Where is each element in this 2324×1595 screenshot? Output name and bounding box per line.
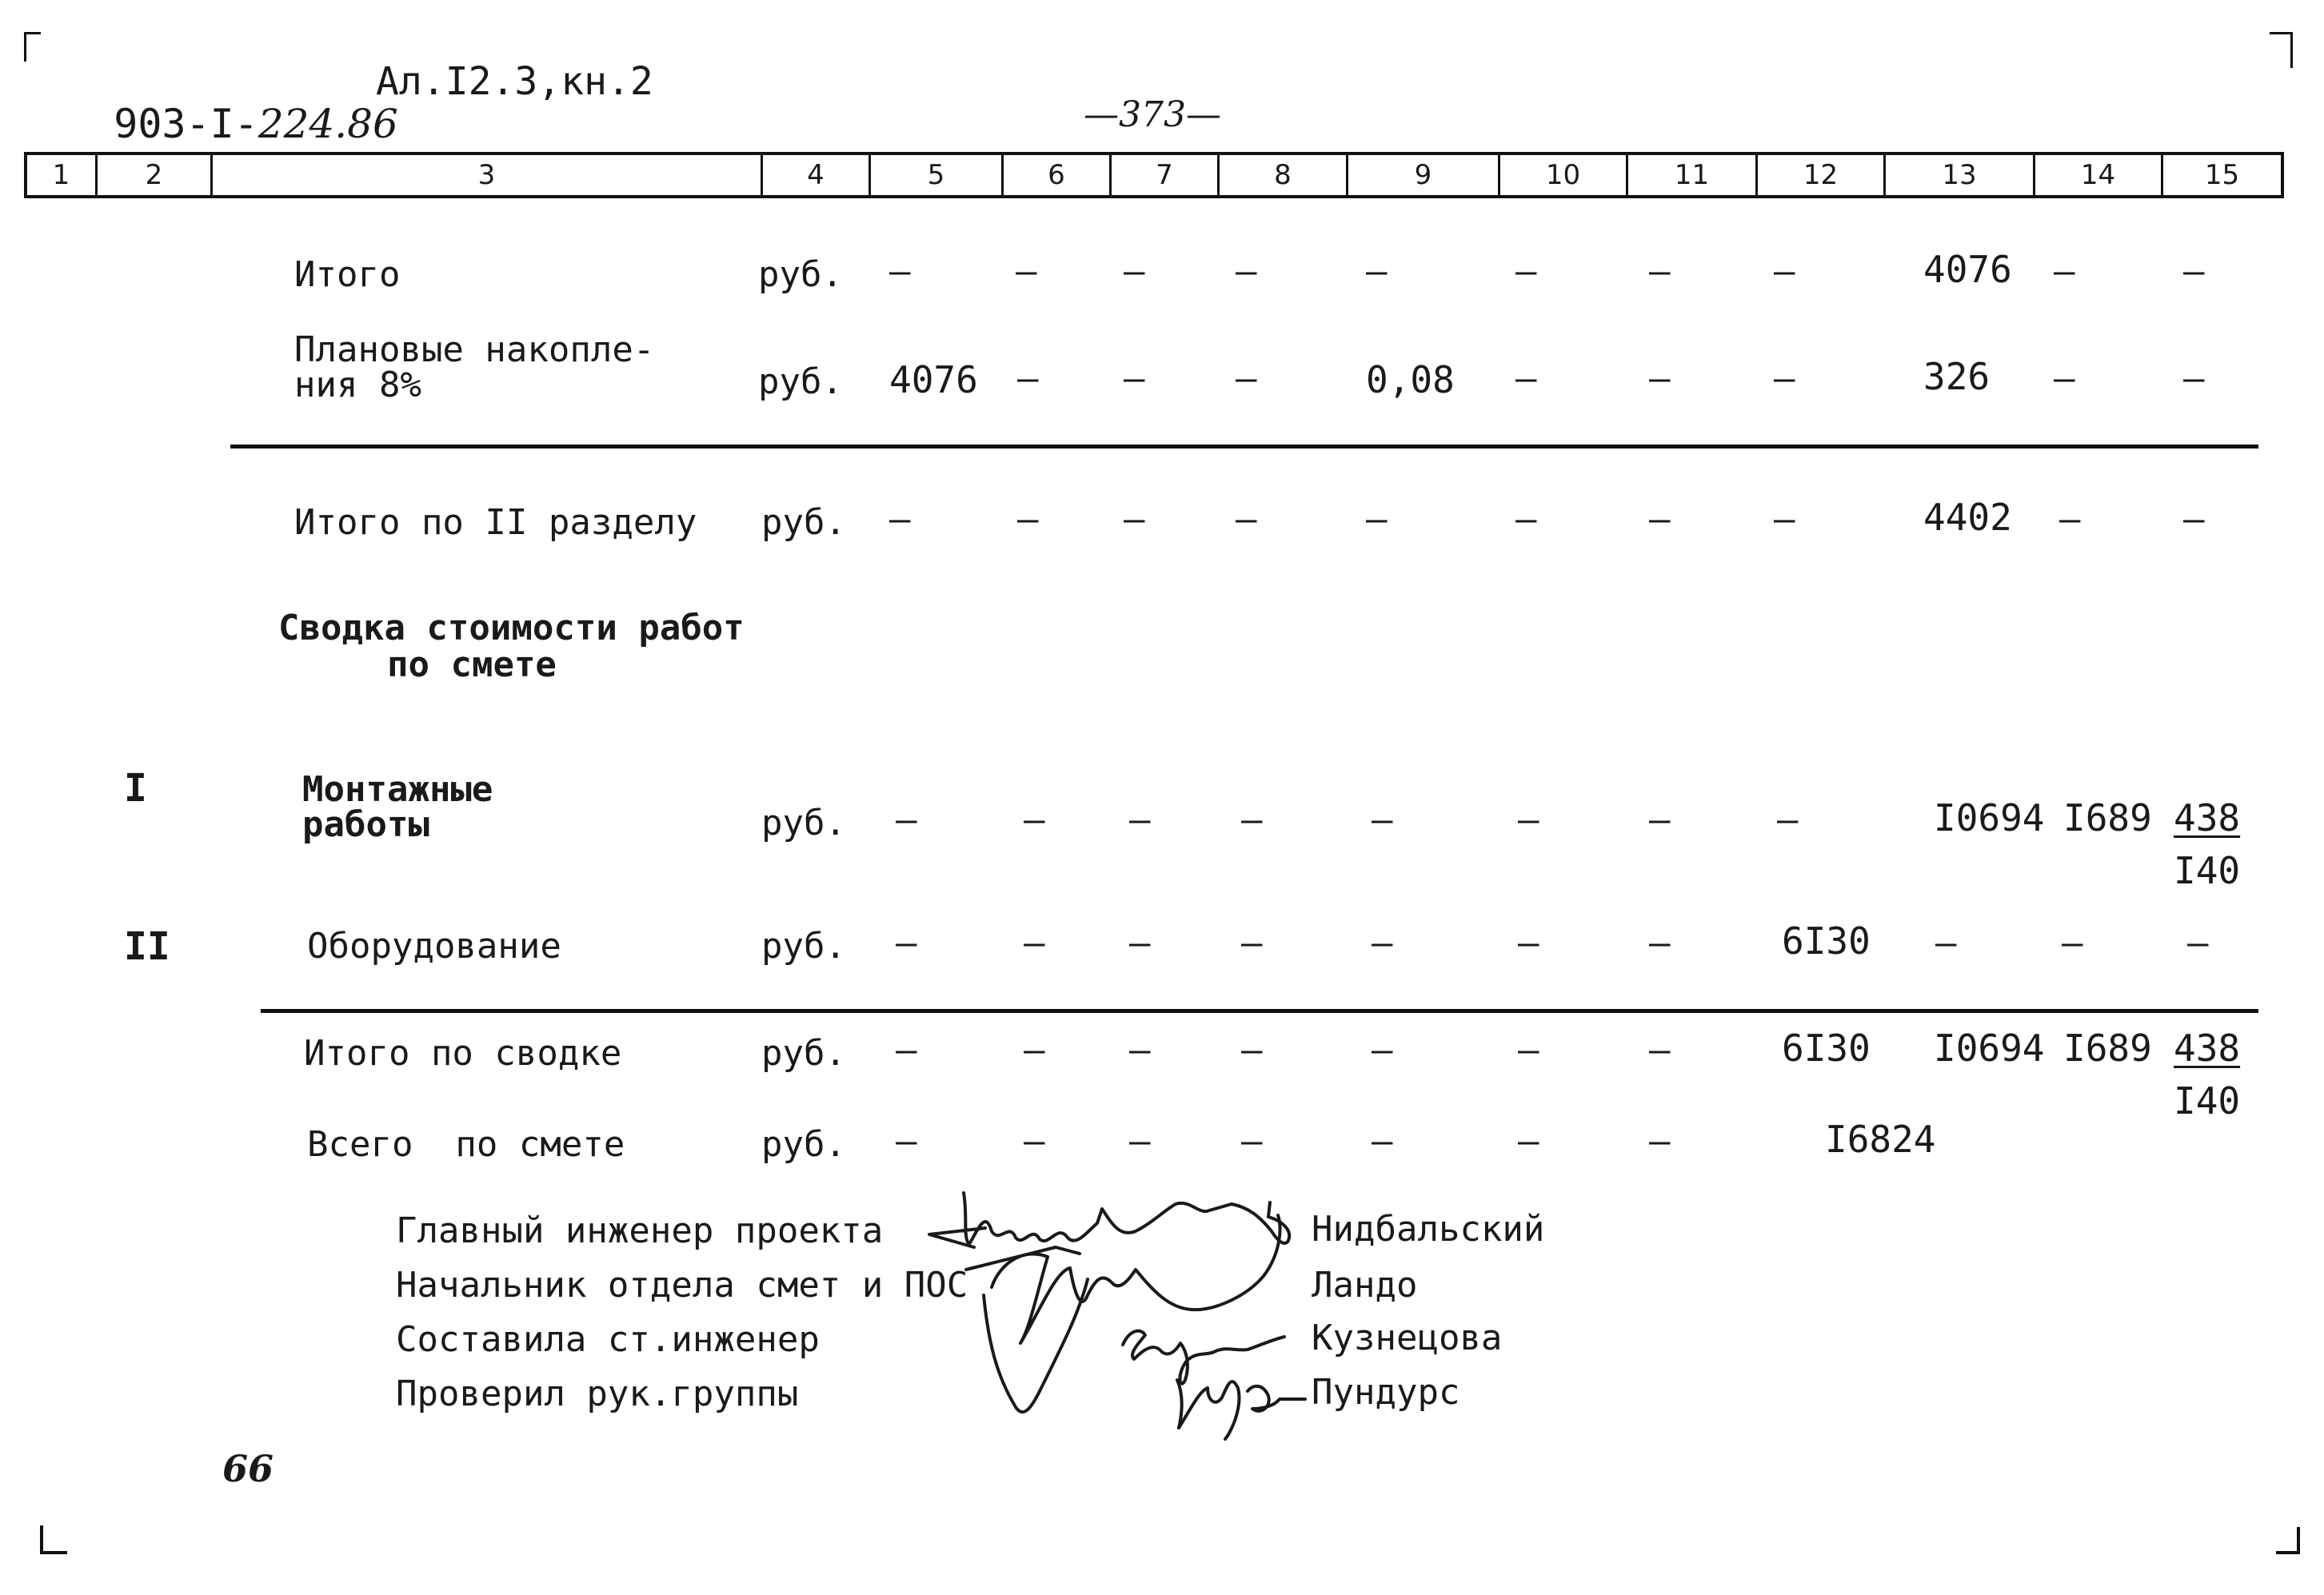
dash: –	[2183, 358, 2205, 399]
dash: –	[2183, 499, 2205, 540]
cell-col13: I0694	[1934, 1027, 2045, 1070]
column-header: 6	[1004, 155, 1112, 195]
album-reference: Ал.I2.3,кн.2	[376, 59, 653, 104]
row-label: Итого	[294, 254, 401, 295]
row-unit: руб.	[761, 926, 846, 967]
dash: –	[1236, 499, 1257, 540]
row-label: Итого по II разделу	[294, 502, 697, 543]
column-header: 1	[27, 155, 98, 195]
cell-col15-bottom: I40	[2174, 1079, 2241, 1122]
dash: –	[889, 499, 911, 540]
signature-role: Главный инженер проекта	[396, 1210, 884, 1251]
row-unit: руб.	[761, 502, 846, 543]
dash: –	[1372, 1030, 1393, 1071]
signature-name: Кузнецова	[1312, 1318, 1503, 1358]
dash: –	[1518, 1030, 1539, 1071]
dash: –	[2187, 923, 2209, 963]
cell-col9: 0,08	[1366, 358, 1455, 401]
column-header: 15	[2204, 159, 2240, 191]
dash: –	[1649, 923, 1671, 963]
row-label-line2: работы	[302, 804, 429, 845]
cell-col12: 6I30	[1782, 1027, 1871, 1070]
dash: –	[1024, 799, 1045, 840]
page-mark: 66	[222, 1447, 274, 1490]
cell-col14: I689	[2063, 796, 2152, 839]
dash: –	[1518, 923, 1539, 963]
dash: –	[896, 1030, 917, 1071]
row-label: Итого по сводке	[304, 1033, 622, 1074]
dash: –	[1935, 923, 1957, 963]
dash: –	[1241, 923, 1263, 963]
cell-col15-top: 438	[2174, 796, 2241, 839]
dash: –	[1515, 251, 1537, 292]
document-code-printed: 903-I-	[114, 101, 258, 147]
dash: –	[1017, 499, 1039, 540]
dash: –	[1129, 1121, 1151, 1162]
dash: –	[1124, 499, 1145, 540]
row-unit: руб.	[761, 1033, 846, 1074]
column-header: 2	[98, 155, 213, 195]
cell-col12: 6I30	[1782, 919, 1871, 963]
row-number: II	[124, 924, 170, 969]
dash: –	[1649, 799, 1671, 840]
dash: –	[1236, 358, 1257, 399]
dash: –	[1024, 1121, 1045, 1162]
cell-col5: 4076	[889, 358, 978, 401]
row-label-line1: Монтажные	[302, 769, 493, 810]
column-header: 14	[2035, 155, 2163, 195]
summary-heading-line1: Сводка стоимости работ	[278, 608, 745, 648]
dash: –	[2059, 499, 2081, 540]
signature-role: Составила ст.инженер	[396, 1319, 820, 1360]
dash: –	[1518, 1121, 1539, 1162]
dash: –	[2054, 251, 2075, 292]
signature-name: Ландо	[1312, 1265, 1418, 1306]
dash: –	[2183, 251, 2205, 292]
column-header: 10	[1500, 155, 1628, 195]
dash: –	[1518, 799, 1539, 840]
signature-role: Проверил рук.группы	[396, 1374, 799, 1414]
row-label: Всего по смете	[307, 1124, 625, 1165]
dash: –	[1515, 499, 1537, 540]
dash: –	[1649, 251, 1671, 292]
dash: –	[1649, 499, 1671, 540]
dash: –	[1129, 799, 1151, 840]
dash: –	[1241, 799, 1263, 840]
column-header: 13	[1886, 155, 2035, 195]
column-header: 3	[213, 155, 763, 195]
column-header: 12	[1758, 155, 1886, 195]
dash: –	[1515, 358, 1537, 399]
dash: –	[1129, 1030, 1151, 1071]
row-unit: руб.	[758, 254, 843, 295]
row-unit: руб.	[761, 803, 846, 843]
column-header: 8	[1220, 155, 1348, 195]
cell-col13: 326	[1923, 355, 1991, 398]
column-header: 7	[1112, 155, 1220, 195]
dash: –	[1649, 1121, 1671, 1162]
dash: –	[1024, 1030, 1045, 1071]
dash: –	[1016, 251, 1037, 292]
signature-name: Пундурс	[1312, 1372, 1460, 1413]
dash: –	[1366, 251, 1388, 292]
page-number: —373—	[1084, 94, 1221, 135]
row-unit: руб.	[761, 1124, 846, 1165]
signature-scribble-3	[1123, 1331, 1284, 1384]
signature-role: Начальник отдела смет и ПОС	[396, 1265, 968, 1306]
dash: –	[1124, 358, 1145, 399]
dash: –	[1372, 1121, 1393, 1162]
cell-col13: 4402	[1923, 496, 2012, 539]
dash: –	[1017, 358, 1039, 399]
signature-scribble-1	[929, 1193, 1289, 1247]
dash: –	[1372, 799, 1393, 840]
dash: –	[896, 923, 917, 963]
dash: –	[1241, 1121, 1263, 1162]
grand-total-value: I6824	[1825, 1118, 1936, 1161]
row-number: I	[124, 766, 147, 811]
cell-col15-bottom: I40	[2174, 849, 2241, 892]
dash: –	[896, 1121, 917, 1162]
dash: –	[1774, 499, 1795, 540]
dash: –	[889, 251, 911, 292]
row-label-line1: Плановые накопле-	[294, 329, 655, 370]
dash: –	[1649, 1030, 1671, 1071]
dash: –	[1236, 251, 1257, 292]
dash: –	[1774, 358, 1795, 399]
row-label-line2: ния 8%	[294, 365, 421, 405]
dash: –	[1024, 923, 1045, 963]
summary-heading-line2: по смете	[387, 644, 557, 685]
dash: –	[1241, 1030, 1263, 1071]
signature-scribble-4	[1177, 1380, 1305, 1439]
cell-col14: I689	[2063, 1027, 2152, 1070]
dash: –	[896, 799, 917, 840]
row-label: Оборудование	[307, 926, 561, 967]
signature-name: Нидбальский	[1312, 1209, 1545, 1250]
dash: –	[2062, 923, 2083, 963]
dash: –	[1372, 923, 1393, 963]
dash: –	[1777, 799, 1799, 840]
column-header: 11	[1628, 155, 1758, 195]
cell-col13: 4076	[1923, 248, 2012, 291]
cell-col13: I0694	[1934, 796, 2045, 839]
dash: –	[1366, 499, 1388, 540]
dash: –	[1124, 251, 1145, 292]
column-header: 4	[763, 155, 871, 195]
dash: –	[1129, 923, 1151, 963]
dash: –	[1774, 251, 1795, 292]
row-unit: руб.	[758, 361, 843, 402]
column-header: 5	[871, 155, 1004, 195]
dash: –	[1649, 358, 1671, 399]
document-code-handwritten: 224.86	[258, 101, 398, 147]
column-header: 9	[1348, 155, 1500, 195]
cell-col15-top: 438	[2174, 1027, 2241, 1070]
dash: –	[2054, 358, 2075, 399]
